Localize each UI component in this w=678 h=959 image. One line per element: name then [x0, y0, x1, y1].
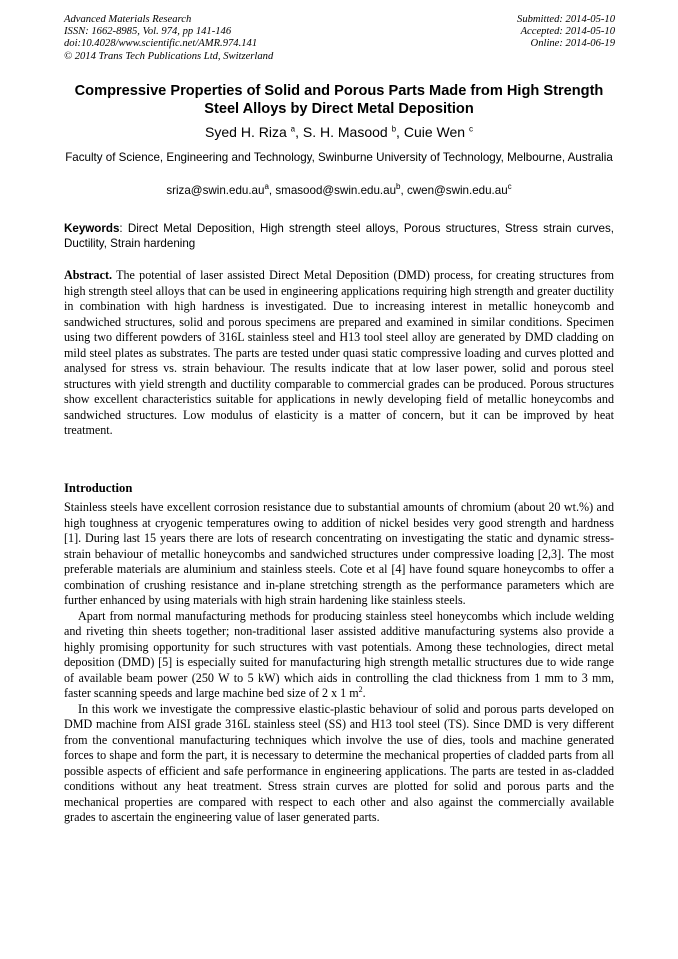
email-mark: c — [507, 182, 512, 192]
author-name: S. H. Masood — [302, 124, 388, 140]
abstract-text: The potential of laser assisted Direct Metal Deposition (DMD) process, for creating structures from high strength steel alloys that can be used in engineering applications requiring high strength and greater ductility in combination with high hardness is investigated. Due to increasing interest in metallic honeycomb and sandwiched structures, solid and porous specimens are prepared and examined in similar conditions. Specimen using two different powders of 316L stainless steel and H13 tool steel alloy are generated by DMD cladding on mild steel plates as substrates. The parts are tested under quasi static compressive loading and curves plotted and analysed for stress vs. strain behaviour. The results indicate that at low laser power, solid and porous steel structures with yield strength and ductility comparable to commercial grades can be produced. Porous structures show excellent characteristics suitable for applications in newly developing field of metallic honeycombs and sandwiched structures. Low modulus of elasticity is a matter of concern, but it can be improved by heat treatment. — [64, 268, 614, 437]
intro-paragraph-2-text: Apart from normal manufacturing methods for producing stainless steel honeycombs which include welding and riveting thin sheets together; non-traditional laser assisted additive manufacturing systems also provide a highly promising opportunity for such structures with vast potentials. Among these technologies, direct metal deposition (DMD) [5] is especially suited for manufacturing high strength metallic structures due to wide range of available beam power (250 W to 5 kW) which aids in controlling the clad thickness from 1 mm to 3 mm, faster scanning speeds and large machine bed size of 2 x 1 m — [64, 608, 614, 700]
intro-paragraph-2 — [64, 609, 614, 702]
keywords-block — [64, 221, 614, 252]
journal-name: Advanced Materials Research — [64, 14, 192, 25]
paper-title: Compressive Properties of Solid and Porous Parts Made from High Strength Steel Alloys by Direct Metal Deposition — [74, 83, 604, 117]
keywords-text: : Direct Metal Deposition, High strength steel alloys, Porous structures, Stress strain curves, Ductility, Strain hardening — [64, 222, 614, 251]
email-separator: , — [400, 184, 407, 197]
journal-header-left — [64, 14, 273, 63]
author-affil-mark: b — [391, 124, 397, 134]
section-heading-introduction: Introduction — [64, 481, 133, 495]
author-list — [60, 124, 618, 141]
author-name: Syed H. Riza — [205, 124, 287, 140]
email-link[interactable]: smasood@swin.edu.au — [275, 184, 397, 197]
intro-paragraph-2-end: . — [362, 686, 366, 700]
online-date: Online: 2014-06-19 — [530, 38, 615, 50]
intro-paragraph-1: Stainless steels have excellent corrosion resistance due to substantial amounts of chromium (about 20 wt.%) and high toughness at cryogenic temperatures owing to addition of nickel besides very good strength and hardness [1]. During last 15 years there are lots of research concentrating on investigating the static and dynamic stress-strain behaviour of metallic honeycombs and sandwiched structures under compressive loading [2,3]. The most preferable materials are aluminium and stainless steels. Cote et al [4] have found square honeycombs to offer a combination of crushing resistance and in-plane stretching strength as the performance parameters which are further enhanced by using materials with high strain hardening like stainless steels. — [64, 500, 614, 607]
author-name: Cuie Wen — [403, 124, 466, 140]
author-separator: , — [295, 124, 303, 140]
author-affil-mark: c — [468, 124, 473, 134]
intro-paragraph-3: In this work we investigate the compressive elastic-plastic behaviour of solid and porous parts developed on DMD machine from AISI grade 316L stainless steel (SS) and H13 tool steel (TS). Since DMD is very different from the conventional manufacturing techniques which involve the use of dies, tools and machine generated forces to shape and form the part, it is necessary to determine the mechanical properties of cladded parts from all possible aspects of efficient and safe performance in engineering applications. The parts are tested in as-cladded conditions without any heat treatment. Stress strain curves are plotted for solid and porous parts and the mechanical properties are compared with respect to each other and also against the commercially available grades to ascertain the engineering value of laser generated parts. — [64, 701, 614, 824]
journal-copyright: © 2014 Trans Tech Publications Ltd, Switzerland — [64, 50, 274, 62]
submitted-date: Submitted: 2014-05-10 — [517, 14, 615, 25]
author-affil-mark: a — [290, 124, 296, 134]
email-link[interactable]: cwen@swin.edu.au — [406, 184, 508, 197]
email-mark: b — [396, 182, 401, 192]
introduction-body — [64, 500, 614, 826]
email-separator: , — [268, 184, 276, 197]
keywords-label: Keywords — [64, 222, 120, 235]
journal-issn: ISSN: 1662-8985, Vol. 974, pp 141-146 — [64, 26, 232, 38]
author-separator: , — [396, 124, 404, 140]
affiliation: Faculty of Science, Engineering and Technology, Swinburne University of Technology, Melbourne, Australia — [65, 151, 613, 164]
accepted-date: Accepted: 2014-05-10 — [520, 26, 615, 38]
email-mark: a — [264, 182, 269, 192]
email-list — [60, 184, 618, 198]
journal-doi[interactable]: doi:10.4028/www.scientific.net/AMR.974.141 — [64, 38, 258, 50]
journal-header-right — [517, 14, 615, 51]
email-link[interactable]: sriza@swin.edu.au — [166, 184, 265, 197]
superscript: 2 — [358, 684, 363, 694]
abstract-label: Abstract. — [64, 268, 113, 282]
abstract-block — [64, 268, 614, 439]
